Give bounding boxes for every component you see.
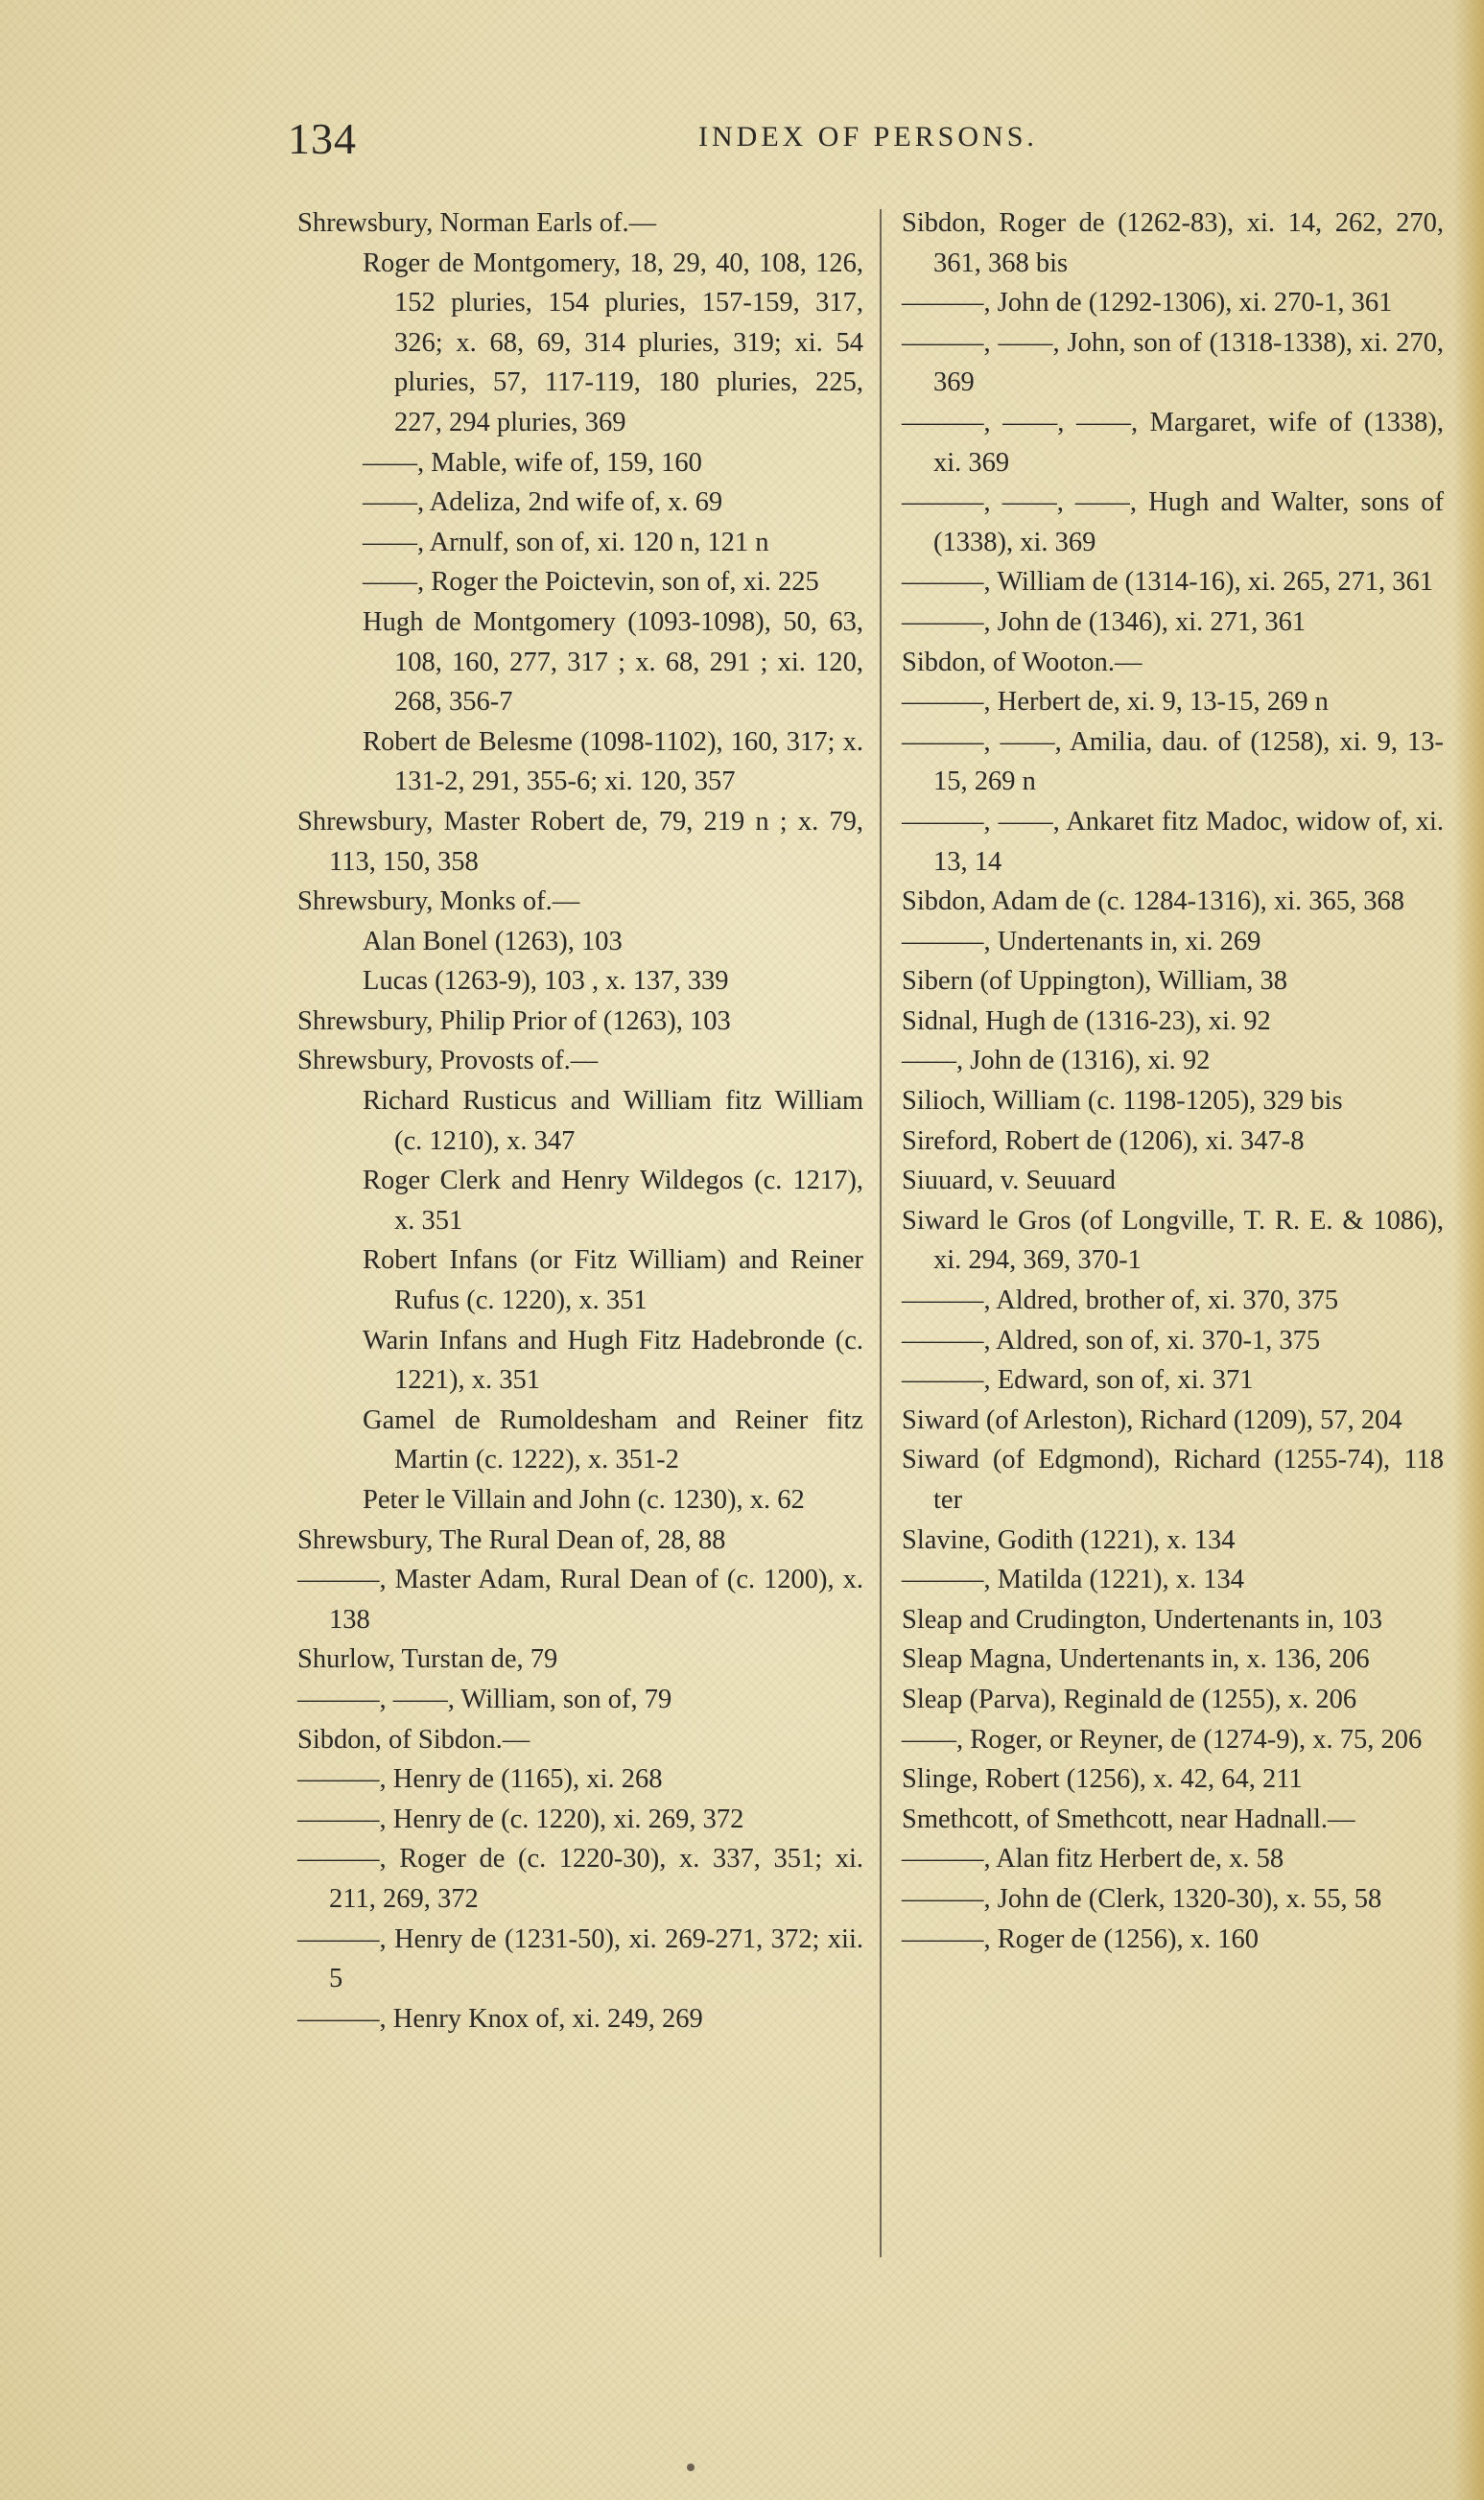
index-entry: ———, John de (Clerk, 1320-30), x. 55, 58 [902,1883,1382,1914]
index-entry: ———, Undertenants in, xi. 269 [902,926,1261,956]
index-entry: Sibern (of Uppington), William, 38 [902,966,1288,997]
index-entry: Sibdon, Roger de (1262-83), xi. 14, 262, 270, 361, 368 bis [902,208,1444,278]
index-entry: Robert Infans (or Fitz William) and Reiner Rufus (c. 1220), x. 351 [363,1245,863,1316]
index-entry: Smethcott, of Smethcott, near Hadnall.— [902,1804,1355,1834]
index-entry: Richard Rusticus and William fitz William (c. 1210), x. 347 [363,1086,863,1156]
index-entry: Silioch, William (c. 1198-1205), 329 bis [902,1086,1343,1117]
index-entry: ———, Herbert de, xi. 9, 13-15, 269 n [902,687,1329,718]
index-entry: ———, ——, ——, Hugh and Walter, sons of (1338), xi. 369 [902,487,1444,557]
index-entry: Sleap (Parva), Reginald de (1255), x. 206 [902,1684,1357,1714]
index-entry: Sleap and Crudington, Undertenants in, 103 [902,1604,1383,1635]
index-entry: Siuuard, v. Seuuard [902,1166,1116,1196]
index-entry: Sireford, Robert de (1206), xi. 347-8 [902,1125,1305,1156]
index-entry: ——, Roger, or Reyner, de (1274-9), x. 75, 206 [902,1724,1423,1755]
index-entry: Lucas (1263-9), 103 , x. 137, 339 [363,966,729,997]
index-entry: Warin Infans and Hugh Fitz Hadebronde (c. 1221), x. 351 [363,1325,863,1396]
index-entry: ———, ——, William, son of, 79 [297,1684,672,1714]
index-entry: Shrewsbury, Norman Earls of.— [297,208,657,238]
index-entry: Shrewsbury, Provosts of.— [297,1046,599,1076]
index-entry: ———, Master Adam, Rural Dean of (c. 1200), x. 138 [297,1565,863,1635]
index-entry: ———, Henry de (c. 1220), xi. 269, 372 [297,1804,744,1834]
index-entry: Sibdon, Adam de (c. 1284-1316), xi. 365, 368 [902,886,1405,917]
index-entry: ———, William de (1314-16), xi. 265, 271, 361 [902,567,1434,598]
index-entry: Shrewsbury, Master Robert de, 79, 219 n ; x. 79, 113, 150, 358 [297,806,863,877]
index-column-left [297,203,863,2039]
index-entry: ——, John de (1316), xi. 92 [902,1046,1211,1076]
index-entry: Hugh de Montgomery (1093-1098), 50, 63, 108, 160, 277, 317 ; x. 68, 291 ; xi. 120, 268, 356-7 [363,606,863,718]
index-entry: Siward le Gros (of Longville, T. R. E. & 1086), xi. 294, 369, 370-1 [902,1205,1444,1276]
index-entry: ———, ——, Amilia, dau. of (1258), xi. 9, 13-15, 269 n [902,726,1444,797]
index-entry: Shrewsbury, The Rural Dean of, 28, 88 [297,1524,726,1555]
index-entry: ———, Roger de (c. 1220-30), x. 337, 351; xi. 211, 269, 372 [297,1844,863,1914]
index-entry: ——, Mable, wife of, 159, 160 [363,447,702,478]
index-entry: Robert de Belesme (1098-1102), 160, 317; x. 131-2, 291, 355-6; xi. 120, 357 [363,726,863,797]
index-entry: ———, Henry de (1165), xi. 268 [297,1764,663,1795]
index-entry: Roger Clerk and Henry Wildegos (c. 1217), x. 351 [363,1166,863,1236]
footer-mark [687,2464,695,2471]
index-entry: ———, John de (1292-1306), xi. 270-1, 361 [902,288,1393,318]
index-entry: Siward (of Edgmond), Richard (1255-74), 118 ter [902,1445,1444,1515]
index-entry: Roger de Montgomery, 18, 29, 40, 108, 126, 152 pluries, 154 pluries, 157-159, 317, 326; x. 68, 69, 314 pluries, 319; xi. 54 pluries, 57, 117-119, 180 pluries, 225, 227, 294 pluries, 369 [363,248,863,437]
index-entry: ———, Aldred, brother of, xi. 370, 375 [902,1285,1339,1316]
index-entry: ———, ——, John, son of (1318-1338), xi. 270, 369 [902,327,1444,398]
index-entry: Shrewsbury, Philip Prior of (1263), 103 [297,1005,731,1036]
index-entry: Sibdon, of Sibdon.— [297,1724,530,1755]
index-entry: Slavine, Godith (1221), x. 134 [902,1524,1236,1555]
index-entry: ———, Edward, son of, xi. 371 [902,1365,1254,1396]
index-entry: ———, Henry Knox of, xi. 249, 269 [297,2003,703,2034]
index-entry: Slinge, Robert (1256), x. 42, 64, 211 [902,1764,1303,1795]
index-entry: ———, ——, ——, Margaret, wife of (1338), xi. 369 [902,407,1444,478]
index-entry: ———, Roger de (1256), x. 160 [902,1923,1260,1954]
index-entry: Sidnal, Hugh de (1316-23), xi. 92 [902,1005,1271,1036]
running-head [288,113,1362,171]
index-entry: Siward (of Arleston), Richard (1209), 57, 204 [902,1404,1402,1435]
index-entry: ——, Arnulf, son of, xi. 120 n, 121 n [363,527,769,557]
index-entry: ———, Matilda (1221), x. 134 [902,1565,1245,1595]
index-entry: Shrewsbury, Monks of.— [297,886,580,917]
column-divider [880,209,882,2257]
index-entry: ———, Alan fitz Herbert de, x. 58 [902,1844,1284,1875]
index-entry: ——, Adeliza, 2nd wife of, x. 69 [363,487,723,518]
index-entry: Shurlow, Turstan de, 79 [297,1644,558,1675]
index-entry: ———, Henry de (1231-50), xi. 269-271, 372; xii. 5 [297,1923,863,1994]
index-entry: Gamel de Rumoldesham and Reiner fitz Martin (c. 1222), x. 351-2 [363,1404,863,1475]
page-title: INDEX OF PERSONS. [698,121,1038,153]
index-entry: Alan Bonel (1263), 103 [363,926,623,956]
index-column-right [902,203,1444,1959]
page-number: 134 [288,114,357,163]
index-entry: Sibdon, of Wooton.— [902,647,1142,677]
index-entry: Sleap Magna, Undertenants in, x. 136, 206 [902,1644,1370,1675]
index-entry: Peter le Villain and John (c. 1230), x. 62 [363,1485,805,1515]
index-entry: ——, Roger the Poictevin, son of, xi. 225 [363,567,819,598]
page-edge-shadow [1453,0,1484,2500]
index-entry: ———, ——, Ankaret fitz Madoc, widow of, xi. 13, 14 [902,806,1444,877]
index-entry: ———, Aldred, son of, xi. 370-1, 375 [902,1325,1321,1356]
index-entry: ———, John de (1346), xi. 271, 361 [902,606,1307,637]
